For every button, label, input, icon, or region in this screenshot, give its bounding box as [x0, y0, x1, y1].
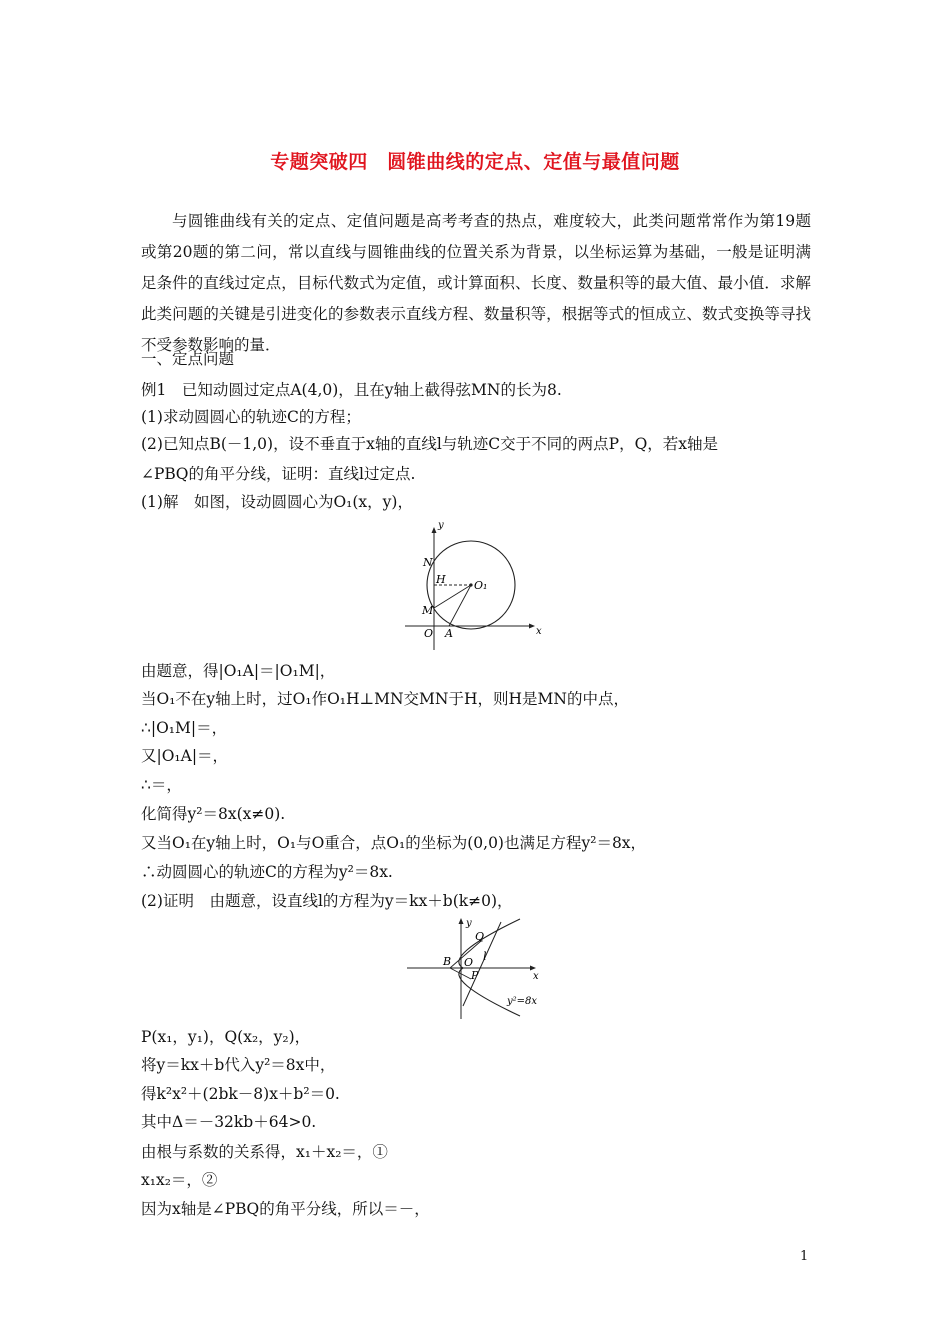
label-p: P	[471, 969, 479, 982]
proof-line: 由根与系数的关系得，x₁＋x₂＝，①	[141, 1143, 388, 1161]
solution-1-start: (1)解 如图，设动圆圆心为O₁(x，y)，	[141, 493, 413, 511]
center-point	[469, 583, 472, 586]
label-o1: O₁	[474, 579, 488, 592]
proof-line: P(x₁，y₁)，Q(x₂，y₂)，	[141, 1028, 311, 1046]
label-h: H	[436, 573, 446, 586]
section-heading: 一、定点问题	[141, 350, 235, 368]
solution-line: 又|O₁A|＝，	[141, 747, 229, 765]
label-parabola-eq: y²=8x	[507, 996, 538, 1007]
intro-paragraph: 与圆锥曲线有关的定点、定值问题是高考考查的热点，难度较大，此类问题常常作为第19题或第20题的第二问，常以直线与圆锥曲线的位置关系为背景，以坐标运算为基础，一般是证明满足条件的直线过定点，目标代数式为定值，或计算面积、长度、数量积等的最大值、最小值．求解此类问题的关键是引进变化的参数表示直线方程、数量积等，根据等式的恒成立、数式变换等寻找不受参数影响的量．	[141, 212, 811, 354]
proof-start: (2)证明 由题意，设直线l的方程为y＝kx＋b(k≠0)，	[141, 892, 513, 910]
proof-line: 得k²x²＋(2bk－8)x＋b²＝0.	[141, 1085, 340, 1103]
figure-circle	[405, 517, 550, 652]
y-arrow	[432, 527, 437, 533]
x-arrow	[529, 624, 535, 629]
x-arrow	[530, 966, 536, 971]
question-1: (1)求动圆圆心的轨迹C的方程；	[141, 408, 361, 426]
proof-line: 将y＝kx＋b代入y²＝8x中，	[141, 1056, 336, 1074]
label-o: O	[424, 627, 434, 640]
proof-line: x₁x₂＝，②	[141, 1171, 218, 1189]
solution-line: ∴动圆圆心的轨迹C的方程为y²＝8x.	[141, 863, 393, 881]
label-x: x	[536, 626, 542, 637]
page-number: 1	[800, 1249, 809, 1264]
solution-line: 又当O₁在y轴上时，O₁与O重合，点O₁的坐标为(0,0)也满足方程y²＝8x，	[141, 834, 647, 852]
label-o: O	[464, 956, 474, 969]
label-a: A	[445, 627, 453, 640]
label-x: x	[533, 971, 539, 982]
example-statement: 例1 已知动圆过定点A(4,0)，且在y轴上截得弦MN的长为8.	[141, 381, 562, 399]
label-y: y	[438, 520, 444, 531]
proof-line: 其中Δ＝－32kb＋64>0.	[141, 1113, 317, 1131]
question-2: (2)已知点B(－1,0)，设不垂直于x轴的直线l与轨迹C交于不同的两点P，Q，若x轴是	[141, 435, 719, 453]
page-title: 专题突破四 圆锥曲线的定点、定值与最值问题	[270, 151, 680, 173]
label-b: B	[443, 955, 452, 968]
y-arrow	[459, 918, 464, 924]
label-q: Q	[475, 930, 485, 943]
question-2-cont: ∠PBQ的角平分线，证明：直线l过定点.	[141, 465, 416, 483]
solution-line: 当O₁不在y轴上时，过O₁作O₁H⊥MN交MN于H，则H是MN的中点，	[141, 690, 629, 708]
proof-line: 因为x轴是∠PBQ的角平分线，所以＝－，	[141, 1200, 430, 1218]
label-l: l	[483, 950, 487, 963]
solution-line: 由题意，得|O₁A|＝|O₁M|，	[141, 662, 336, 680]
solution-line: ∴＝，	[141, 776, 182, 794]
solution-line: ∴|O₁M|＝，	[141, 719, 228, 737]
segment-a-o1	[449, 585, 471, 626]
label-n: N	[423, 556, 433, 569]
segment-m-o1	[434, 585, 471, 608]
label-y: y	[466, 918, 472, 929]
figure-parabola	[405, 916, 550, 1021]
solution-line: 化简得y²＝8x(x≠0).	[141, 805, 286, 823]
label-m: M	[422, 604, 434, 617]
